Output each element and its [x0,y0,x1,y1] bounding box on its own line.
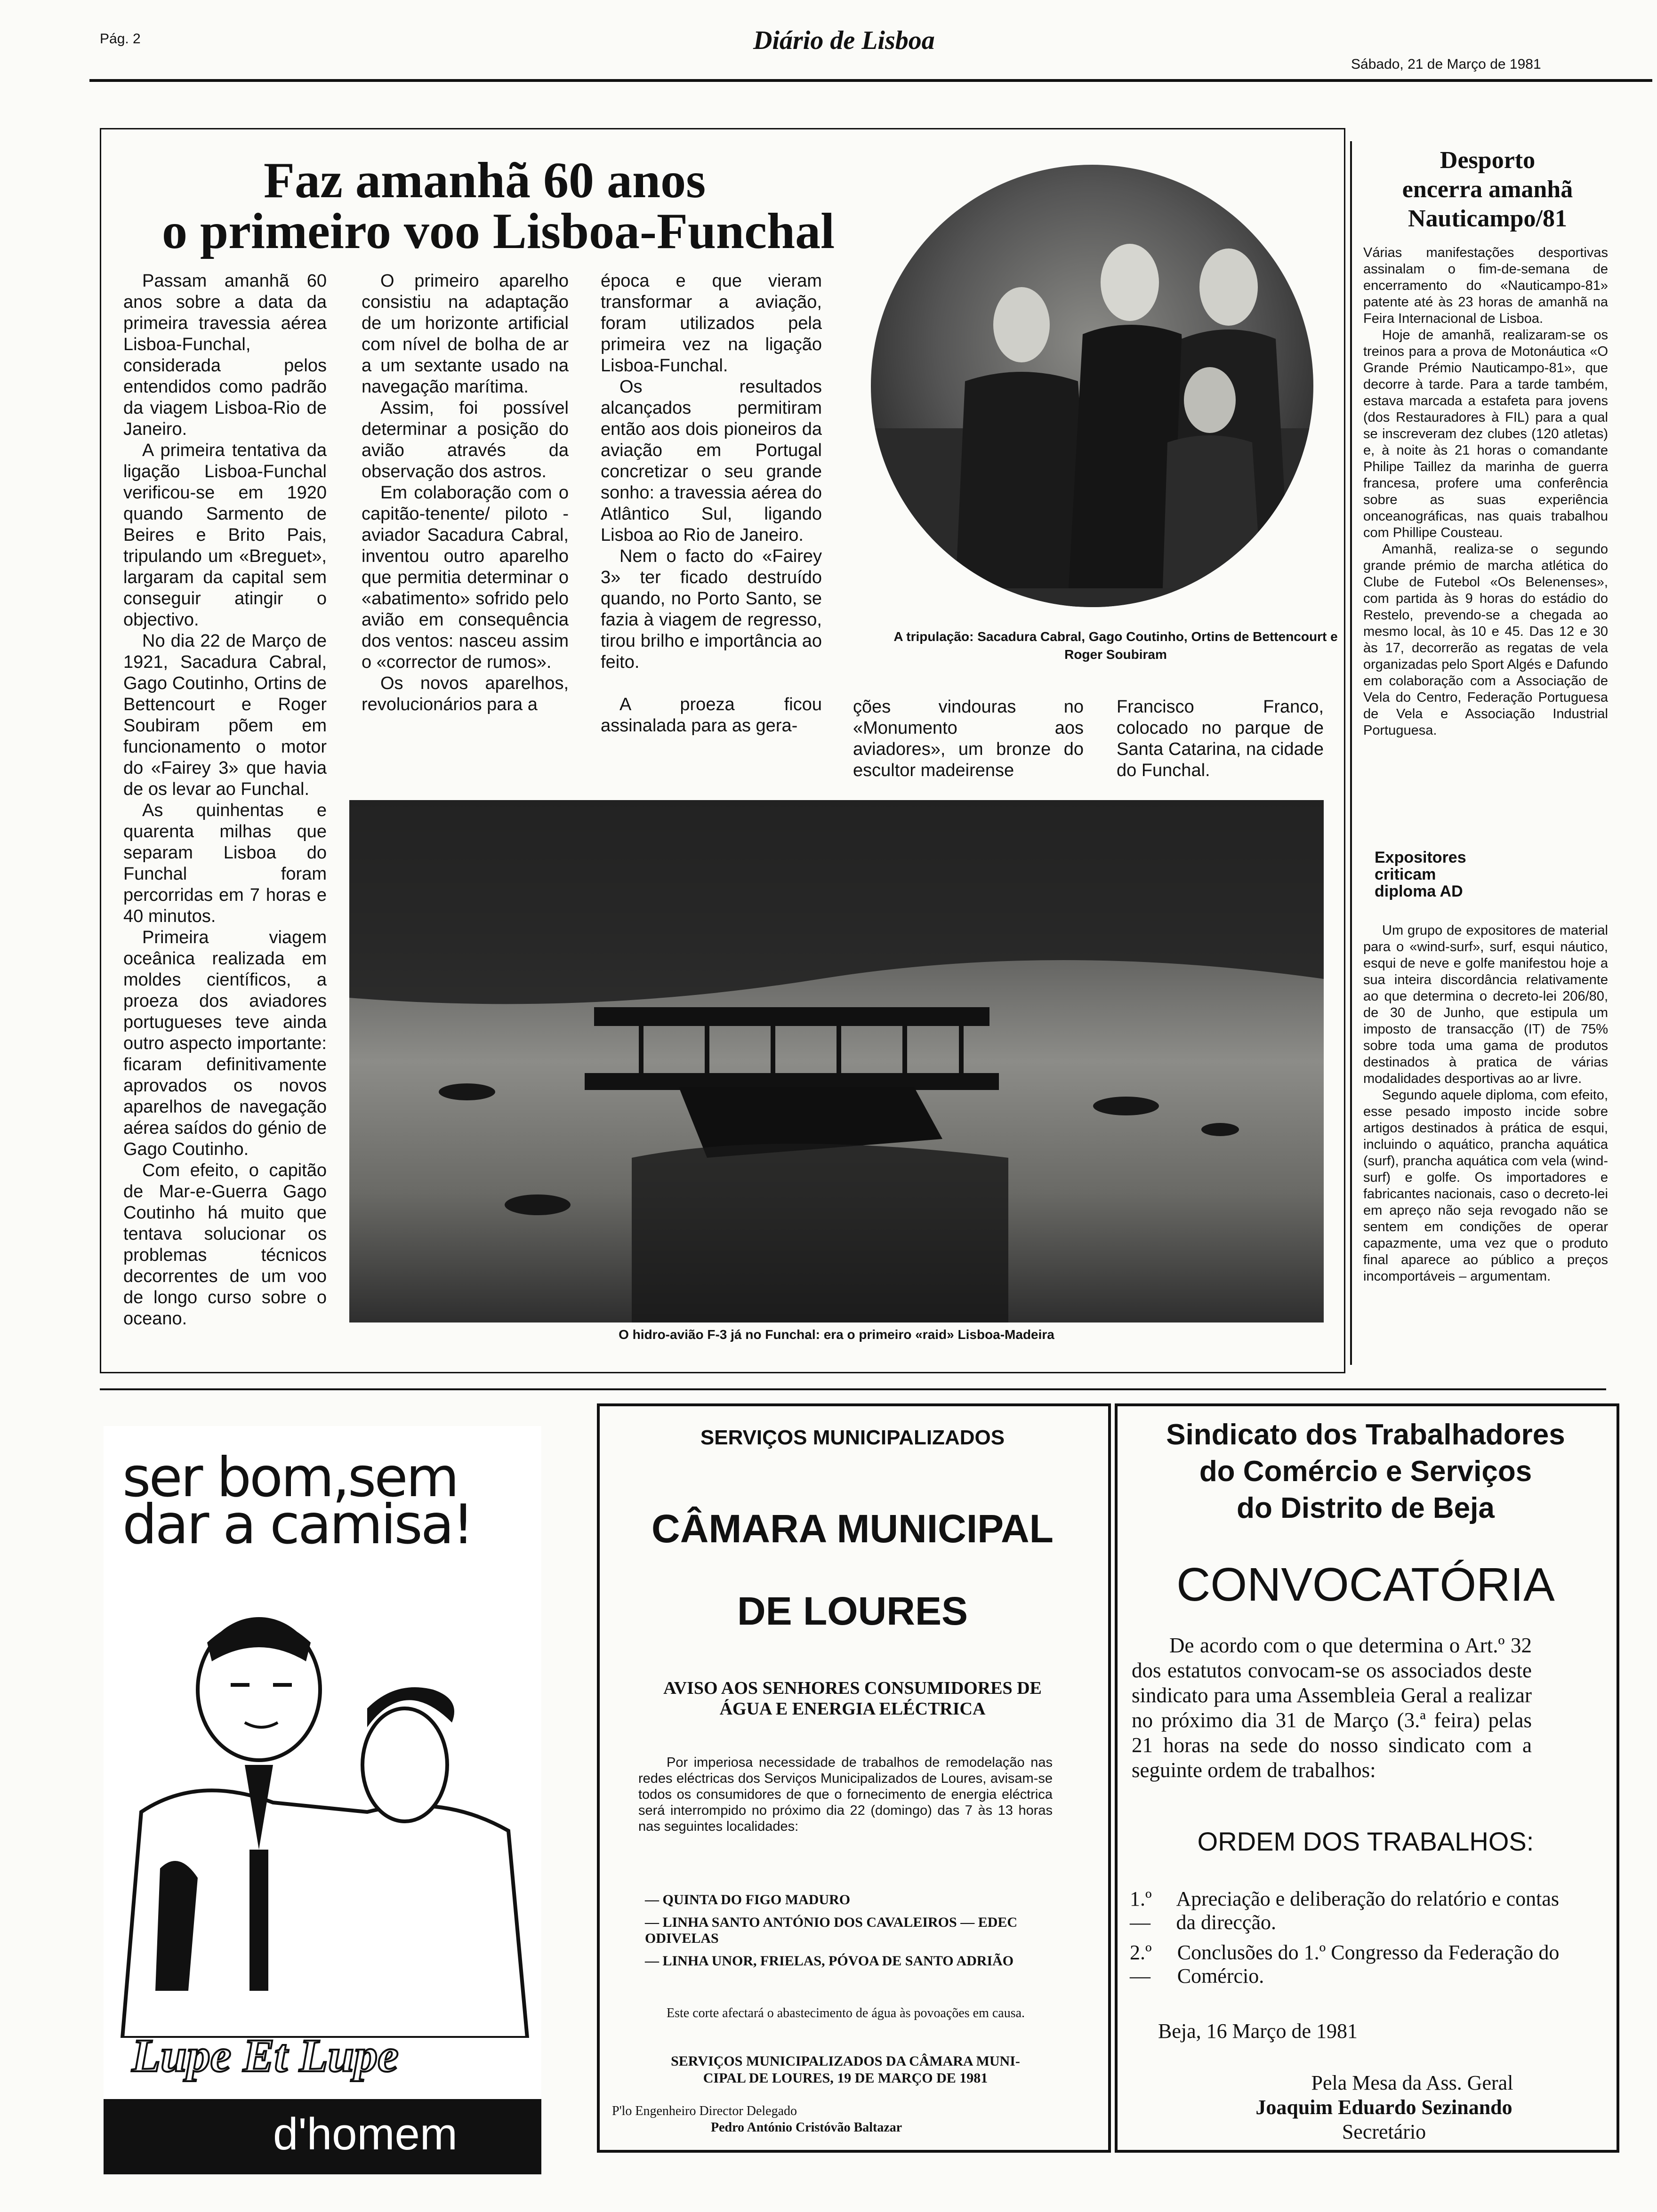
sidebar-title-2-line2: criticam [1375,866,1436,883]
crew-photo-art [871,165,1313,607]
ad-shirts [104,1426,541,2174]
subtitle-line1: AVISO AOS SENHORES CONSUMIDORES DE [663,1678,1042,1698]
sidebar-text-2 [1363,922,1608,1285]
paragraph: Em colaboração com o capitão-tenente/ piloto -aviador Sacadura Cabral, inventou outro aparelho que permitia determinar o «abatimento» sofrido pelo avião em consequência dos ventos: nasceu assim o «corrector de rumos». [362,483,569,672]
slogan-line2: dar a camisa! [122,1493,473,1556]
agenda-text: Conclusões do 1.º Congresso da Federação do Comércio. [1177,1941,1560,1988]
agenda-number: 1.º — [1130,1887,1152,1934]
paragraph: Primeira viagem oceânica realizada em moldes científicos, a proeza dos aviadores portugueses teve ainda outro aspecto importante: ficaram definitivamente aprovados os novos aparelhos de navegação aérea saídos do génio de Gago Coutinho. [123,928,327,1159]
paragraph: Amanhã, realiza-se o segundo grande prémio de marcha atlética do Clube de Futebol «Os Belenenses», com partida às 9 horas do estádio do Restelo, prevendo-se a chegada ao mesmo local, às 10 e 45. Das 12 e 30 às 17, decorrerão as regatas de vela organizadas pelo Sport Algés e Dafundo em colaboração com a Associação de Vela do Centro, Federação Portuguesa de Vela e Associação Industrial Portuguesa. [1363,542,1608,738]
ad-loures-line1: SERVIÇOS MUNICIPALIZADOS [700,1426,1005,1449]
agenda-number: 2.º — [1130,1941,1152,1988]
ad-beja-heading: CONVOCATÓRIA [1176,1558,1555,1611]
list-item: — LINHA SANTO ANTÓNIO DOS CAVALEIROS — EDEC ODIVELAS [645,1915,1018,1946]
paragraph: Segundo aquele diploma, com efeito, esse pesado imposto incide sobre artigos destinados à prática de esqui, incluindo o aquático, prancha aquática (surf), prancha aquática com vela (wind-surf) e golfe. Os importadores e fabricantes nacionais, caso o decreto-lei em apreço não seja revogado não se sentem em condições de operar capazmente, uma vez que o produto final aparece ao público a preços incomportáveis – argumentam. [1363,1088,1608,1284]
ad-shirts-slogan [122,1446,473,1556]
paragraph: Os novos aparelhos, revolucionários para a [362,673,569,714]
sidebar-title-line1: Desporto [1440,147,1536,174]
article-column-4 [853,697,1084,781]
slogan-line1: ser bom,sem [122,1446,458,1509]
ad-loures-body: Por imperiosa necessidade de trabalhos de remodelação nas redes eléctricas dos Serviços Municipalizados de Loures, avisam-se todos os consumidores de que o fornecimento de energia eléctrica será interrompido no próximo dia 22 (domingo) das 7 às 13 horas nas seguintes localidades: [638,1755,1053,1834]
article-title-line2: o primeiro voo Lisboa-Funchal [162,203,835,259]
article-title-line1: Faz amanhã 60 anos [264,152,706,208]
sidebar-text [1363,245,1608,739]
paragraph: Hoje de amanhã, realizaram-se os treinos para a prova de Motonáutica «O Grande Prémio Nauticampo-81», que decorre à tarde. Para a tarde também, estava marcada a estafeta para jovens (dos Restauradores à FIL) para a qual se inscreveram dez clubes (120 atletas) e, à noite às 21 horas o comandante Philipe Taillez da marinha de guerra francesa, profere uma conferência sobre as suas experiência onceanográficas, nas quais trabalhou com Phillipe Cousteau. [1363,328,1608,540]
paragraph: Passam amanhã 60 anos sobre a data da primeira travessia aérea Lisboa-Funchal, considerada pelos entendidos como padrão da viagem Lisboa-Rio de Janeiro. [123,271,327,439]
paragraph: No dia 22 de Março de 1921, Sacadura Cabral, Gago Coutinho, Ortins de Bettencourt e Roger Soubiram põem em funcionamento o motor do «Fairey 3» que havia de os levar ao Funchal. [123,631,327,799]
seaplane-photo-art [349,800,1324,1322]
paragraph: As quinhentas e quarenta milhas que separam Lisboa do Funchal foram percorridas em 7 horas e 40 minutos. [123,801,327,926]
sidebar-divider [1350,141,1352,1365]
sign-line3: Secretário [1342,2120,1426,2143]
ad-beja-agenda-title: ORDEM DOS TRABALHOS: [1197,1827,1534,1856]
agenda-text: Apreciação e deliberação do relatório e contas da direcção. [1176,1887,1560,1934]
ad-loures-line3: DE LOURES [737,1589,968,1633]
signoff-line2: CIPAL DE LOURES, 19 DE MARÇO DE 1981 [703,2070,988,2086]
ad-loures-signoff [638,2053,1053,2087]
ad-beja-signature [1149,2071,1619,2144]
page-date: Sábado, 21 de Março de 1981 [1351,56,1541,72]
org-line2: do Comércio e Serviços [1199,1455,1532,1488]
sidebar-title-line2: encerra amanhã [1402,176,1573,203]
sign-line1: Pela Mesa da Ass. Geral [1311,2071,1513,2094]
ad-beja-body: De acordo com o que determina o Art.º 32 dos estatutos convocam-se os associados deste sindicato para uma Assembleia Geral a realizar no próximo dia 31 de Março (3.ª feira) pelas 21 horas na sede do nosso sindicato com a seguinte ordem de trabalhos: [1132,1634,1532,1782]
paragraph: Com efeito, o capitão de Mar-e-Guerra Gago Coutinho há muito que tentava solucionar os problemas técnicos decorrentes de um voo de longo curso sobre o oceano. [123,1161,327,1329]
ad-loures-director-role: P'lo Engenheiro Director Delegado [612,2104,797,2118]
ad-shirts-tagline: d'homem [273,2109,458,2159]
page-number: Pág. 2 [100,31,141,47]
sidebar-title-2-line1: Expositores [1375,849,1466,866]
sidebar-title-2-line3: diploma AD [1375,882,1463,900]
paragraph: época e que vieram transformar a aviação, foram utilizados pela primeira vez na ligação Lisboa-Funchal. [601,271,822,376]
ad-beja-agenda [1130,1887,1582,1995]
agenda-item [1130,1887,1582,1934]
ad-beja-org [1115,1417,1617,1527]
paragraph: ções vindouras no «Monumento aos aviadores», um bronze do escultor madeirense [853,697,1084,780]
crew-photo-caption: A tripulação: Sacadura Cabral, Gago Coutinho, Ortins de Bettencourt e Roger Soubiram [893,629,1338,662]
list-item: — QUINTA DO FIGO MADURO [645,1892,851,1907]
paragraph: A proeza ficou assinalada para as gera- [601,695,822,736]
sidebar-title [1356,146,1619,233]
paragraph: Um grupo de expositores de material para o «wind-surf», surf, esqui náutico, esqui de neve e golfe manifestou hoje a sua inteira discordância relativamente ao que determina o decreto-lei 206/80, de 30 de Junho, que estipula um imposto de transacção (IT) de 75% sobre toda uma gama de produtos destinados à pratica de várias modalidades desportivas ao ar livre. [1363,923,1608,1086]
subtitle-line2: ÁGUA E ENERGIA ELÉCTRICA [719,1699,986,1719]
crew-photo [871,165,1313,607]
org-line3: do Distrito de Beja [1237,1492,1495,1524]
section-rule [100,1388,1606,1390]
agenda-item [1130,1941,1582,1988]
paragraph: A primeira tentativa da ligação Lisboa-Funchal verificou-se em 1920 quando Sarmento de Beires e Brito Pais, tripulando um «Breguet», largaram da capital sem conseguir atingir o objectivo. [123,441,327,630]
paragraph: Nem o facto do «Fairey 3» ter ficado destruído quando, no Porto Santo, se fazia à viagem de regresso, tirou brilho e importância ao feito. [601,546,822,672]
ad-shirts-brand: Lupe Et Lupe [132,2029,399,2082]
list-item: — LINHA UNOR, FRIELAS, PÓVOA DE SANTO ADRIÃO [645,1953,1014,1969]
paragraph: Francisco Franco, colocado no parque de Santa Catarina, na cidade do Funchal. [1117,697,1324,780]
ad-beja-place-date: Beja, 16 Março de 1981 [1158,2020,1358,2043]
article-column-5 [1117,697,1324,781]
article-column-1 [123,271,327,1330]
masthead: Diário de Lisboa [753,26,935,55]
ad-loures-subtitle [597,1678,1108,1719]
seaplane-photo [349,800,1324,1322]
ad-loures-note: Este corte afectará o abastecimento de água às povoações em causa. [667,2006,1025,2020]
sidebar-title-2 [1375,849,1466,900]
article-column-2 [362,271,569,715]
org-line1: Sindicato dos Trabalhadores [1166,1419,1565,1451]
sidebar-title-line3: Nauticampo/81 [1408,205,1567,232]
paragraph: Várias manifestações desportivas assinalam o fim-de-semana de encerramento do «Nauticampo-81» patente até às 23 horas de amanhã na Feira Internacional de Lisboa. [1363,245,1608,326]
ad-loures-locations [645,1892,1059,1976]
seaplane-photo-caption: O hidro-avião F-3 já no Funchal: era o primeiro «raid» Lisboa-Madeira [619,1327,1054,1342]
ad-shirts-illustration [104,1567,541,2038]
paragraph: O primeiro aparelho consistiu na adaptação de um horizonte artificial com nível de bolha de ar a um sextante usado na navegação marítima. [362,271,569,397]
ad-loures-director-name: Pedro António Cristóvão Baltazar [711,2120,902,2135]
paragraph: Assim, foi possível determinar a posição do avião através da observação dos astros. [362,398,569,481]
paragraph: Os resultados alcançados permitiram então aos dois pioneiros da aviação em Portugal concretizar o seu grande sonho: a travessia aérea do Atlântico Sul, ligando Lisboa ao Rio de Janeiro. [601,377,822,545]
article-column-3 [601,271,822,737]
signoff-line1: SERVIÇOS MUNICIPALIZADOS DA CÂMARA MUNI- [671,2053,1020,2069]
ad-loures-line2: CÂMARA MUNICIPAL [652,1507,1054,1551]
sign-line2: Joaquim Eduardo Sezinando [1255,2096,1512,2119]
header-rule [89,79,1652,82]
